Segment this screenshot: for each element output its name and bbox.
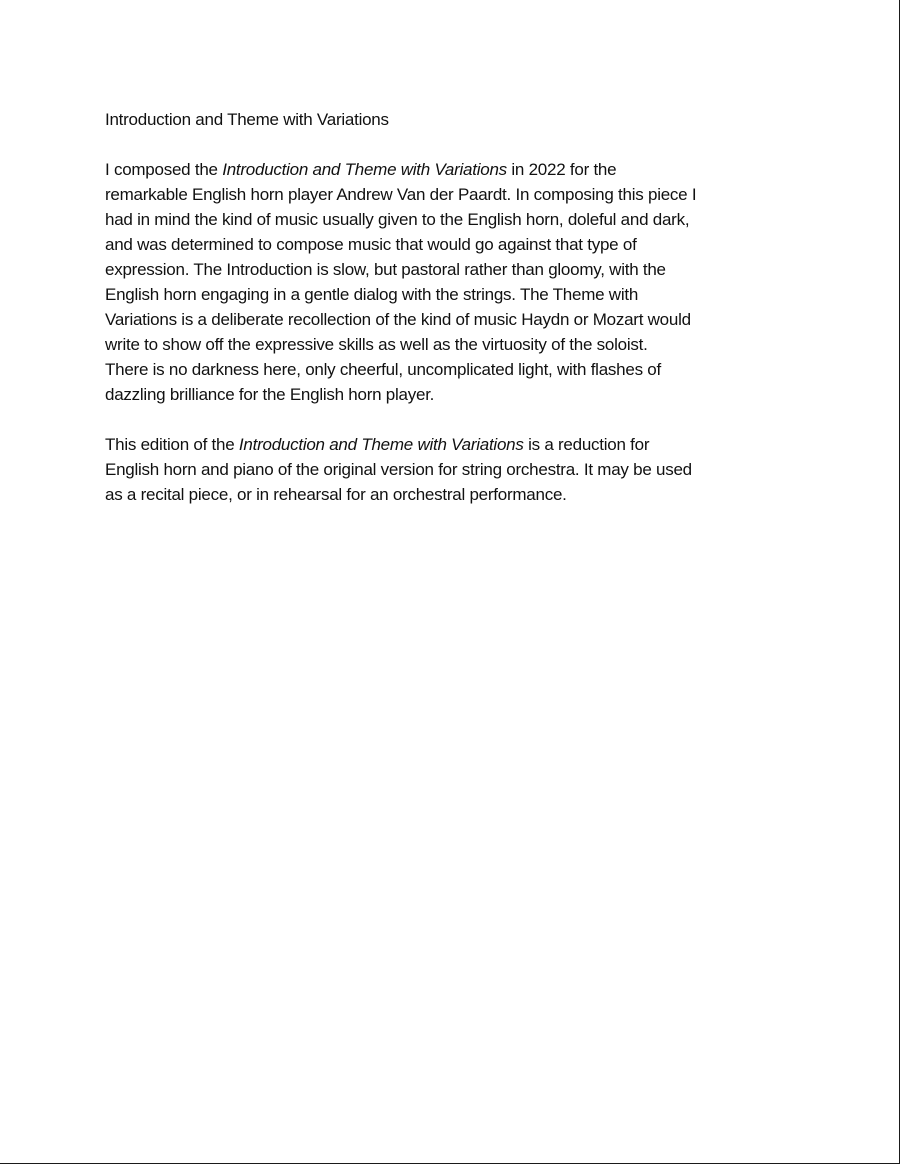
paragraph-line: and was determined to compose music that would go against that type of (105, 235, 637, 254)
paragraph-line: Variations is a deliberate recollection of the kind of music Haydn or Mozart would (105, 310, 691, 329)
paragraph-1 (105, 157, 805, 407)
line-text: I composed the (105, 160, 223, 179)
paragraph-2 (105, 432, 805, 507)
paragraph-line: had in mind the kind of music usually given to the English horn, doleful and dark, (105, 210, 690, 229)
line-text: This edition of the (105, 435, 239, 454)
document-title: Introduction and Theme with Variations (105, 110, 389, 129)
paragraph-line: write to show off the expressive skills as well as the virtuosity of the soloist. (105, 335, 648, 354)
paragraph-line: dazzling brilliance for the English horn player. (105, 385, 435, 404)
paragraph-line: expression. The Introduction is slow, but pastoral rather than gloomy, with the (105, 260, 666, 279)
line-text: in 2022 for the (506, 160, 617, 179)
paragraph-line: as a recital piece, or in rehearsal for an orchestral performance. (105, 485, 567, 504)
document-body (105, 107, 805, 532)
italic-title: Introduction and Theme with Variations (238, 435, 524, 454)
paragraph-line: There is no darkness here, only cheerful, uncomplicated light, with flashes of (105, 360, 661, 379)
italic-title: Introduction and Theme with Variations (222, 160, 507, 179)
paragraph-line: English horn engaging in a gentle dialog with the strings. The Theme with (105, 285, 639, 304)
line-text: is a reduction for (523, 435, 650, 454)
paragraph-line: English horn and piano of the original version for string orchestra. It may be used (105, 460, 692, 479)
paragraph-line (105, 432, 805, 457)
paragraph-line: remarkable English horn player Andrew Van der Paardt. In composing this piece I (105, 185, 697, 204)
paragraph-line (105, 157, 805, 182)
